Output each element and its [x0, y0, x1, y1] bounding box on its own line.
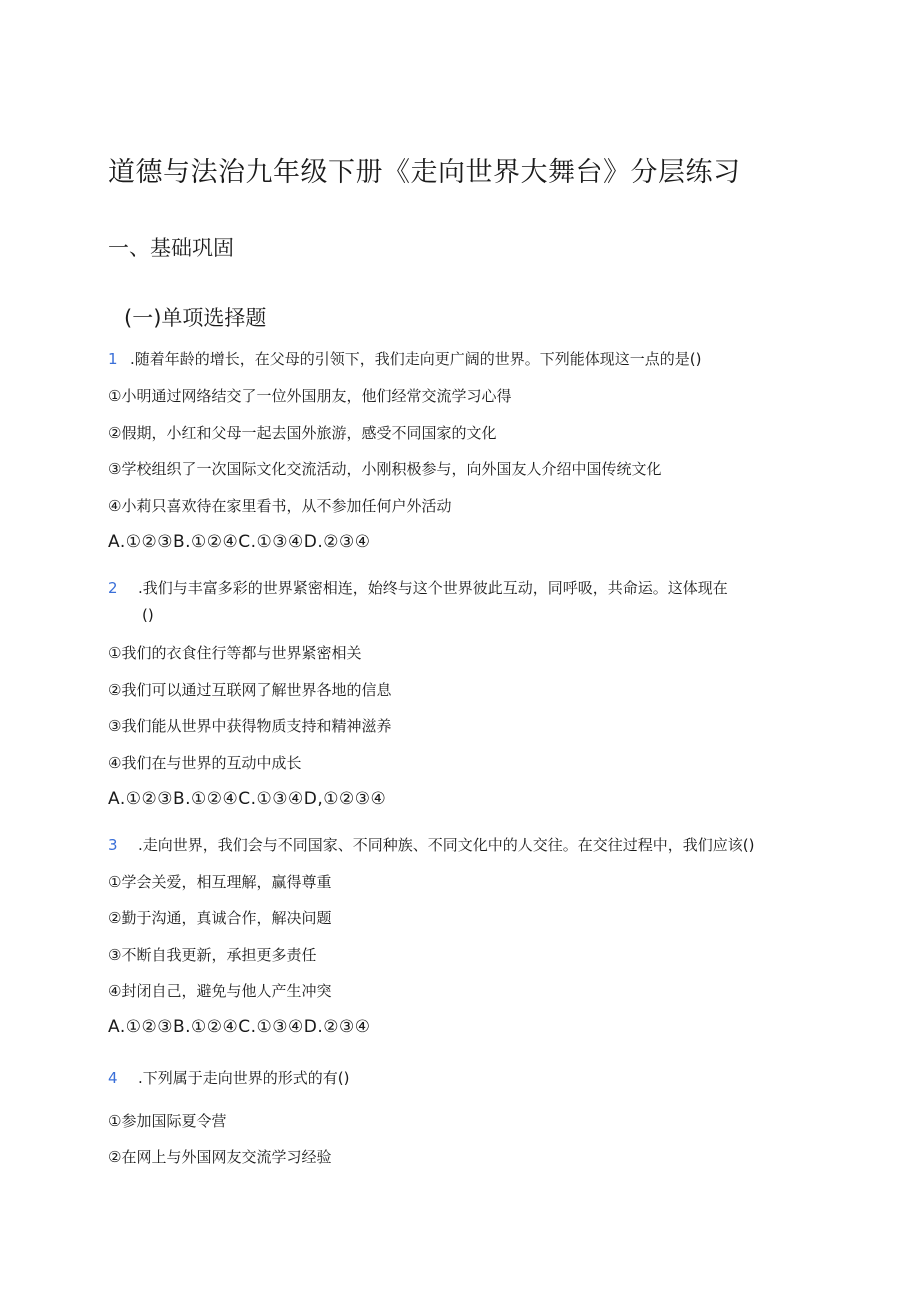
question-text: .我们与丰富多彩的世界紧密相连，始终与这个世界彼此互动，同呼吸，共命运。这体现在 — [138, 579, 728, 597]
document-title: 道德与法治九年级下册《走向世界大舞台》分层练习 — [108, 157, 741, 188]
question-stem-continuation: () — [142, 606, 154, 624]
question-text: .随着年龄的增长，在父母的引领下，我们走向更广阔的世界。下列能体现这一点的是() — [130, 350, 702, 368]
statement-item: ④小莉只喜欢待在家里看书，从不参加任何户外活动 — [108, 497, 452, 515]
subsection-heading: (一)单项选择题 — [124, 306, 267, 330]
statement-item: ②勤于沟通，真诚合作，解决问题 — [108, 909, 332, 927]
statement-item: ④封闭自己，避免与他人产生冲突 — [108, 982, 332, 1000]
section-heading: 一、基础巩固 — [108, 236, 234, 260]
answer-options: A.①②③B.①②④C.①③④D.②③④ — [108, 1017, 371, 1037]
question-number: 1 — [108, 350, 118, 368]
question-stem — [108, 348, 701, 369]
statement-item: ④我们在与世界的互动中成长 — [108, 754, 302, 772]
question-stem — [108, 577, 728, 598]
question-text: .走向世界，我们会与不同国家、不同种族、不同文化中的人交往。在交往过程中，我们应该() — [138, 836, 755, 854]
question-stem — [108, 1067, 349, 1088]
statement-item: ①学会关爱，相互理解，赢得尊重 — [108, 873, 332, 891]
question-number: 4 — [108, 1069, 118, 1087]
question-number: 2 — [108, 579, 118, 597]
statement-item: ②在网上与外国网友交流学习经验 — [108, 1148, 332, 1166]
statement-item: ③不断自我更新，承担更多责任 — [108, 946, 317, 964]
statement-item: ①小明通过网络结交了一位外国朋友，他们经常交流学习心得 — [108, 387, 512, 405]
statement-item: ②我们可以通过互联网了解世界各地的信息 — [108, 681, 392, 699]
statement-item: ③学校组织了一次国际文化交流活动，小刚积极参与，向外国友人介绍中国传统文化 — [108, 460, 662, 478]
question-number: 3 — [108, 836, 118, 854]
statement-item: ①我们的衣食住行等都与世界紧密相关 — [108, 644, 362, 662]
question-text: .下列属于走向世界的形式的有() — [138, 1069, 350, 1087]
question-stem — [108, 834, 754, 855]
statement-item: ③我们能从世界中获得物质支持和精神滋养 — [108, 717, 392, 735]
statement-item: ①参加国际夏令营 — [108, 1112, 227, 1130]
answer-options: A.①②③B.①②④C.①③④D,①②③④ — [108, 789, 387, 809]
answer-options: A.①②③B.①②④C.①③④D.②③④ — [108, 532, 371, 552]
statement-item: ②假期，小红和父母一起去国外旅游，感受不同国家的文化 — [108, 424, 497, 442]
